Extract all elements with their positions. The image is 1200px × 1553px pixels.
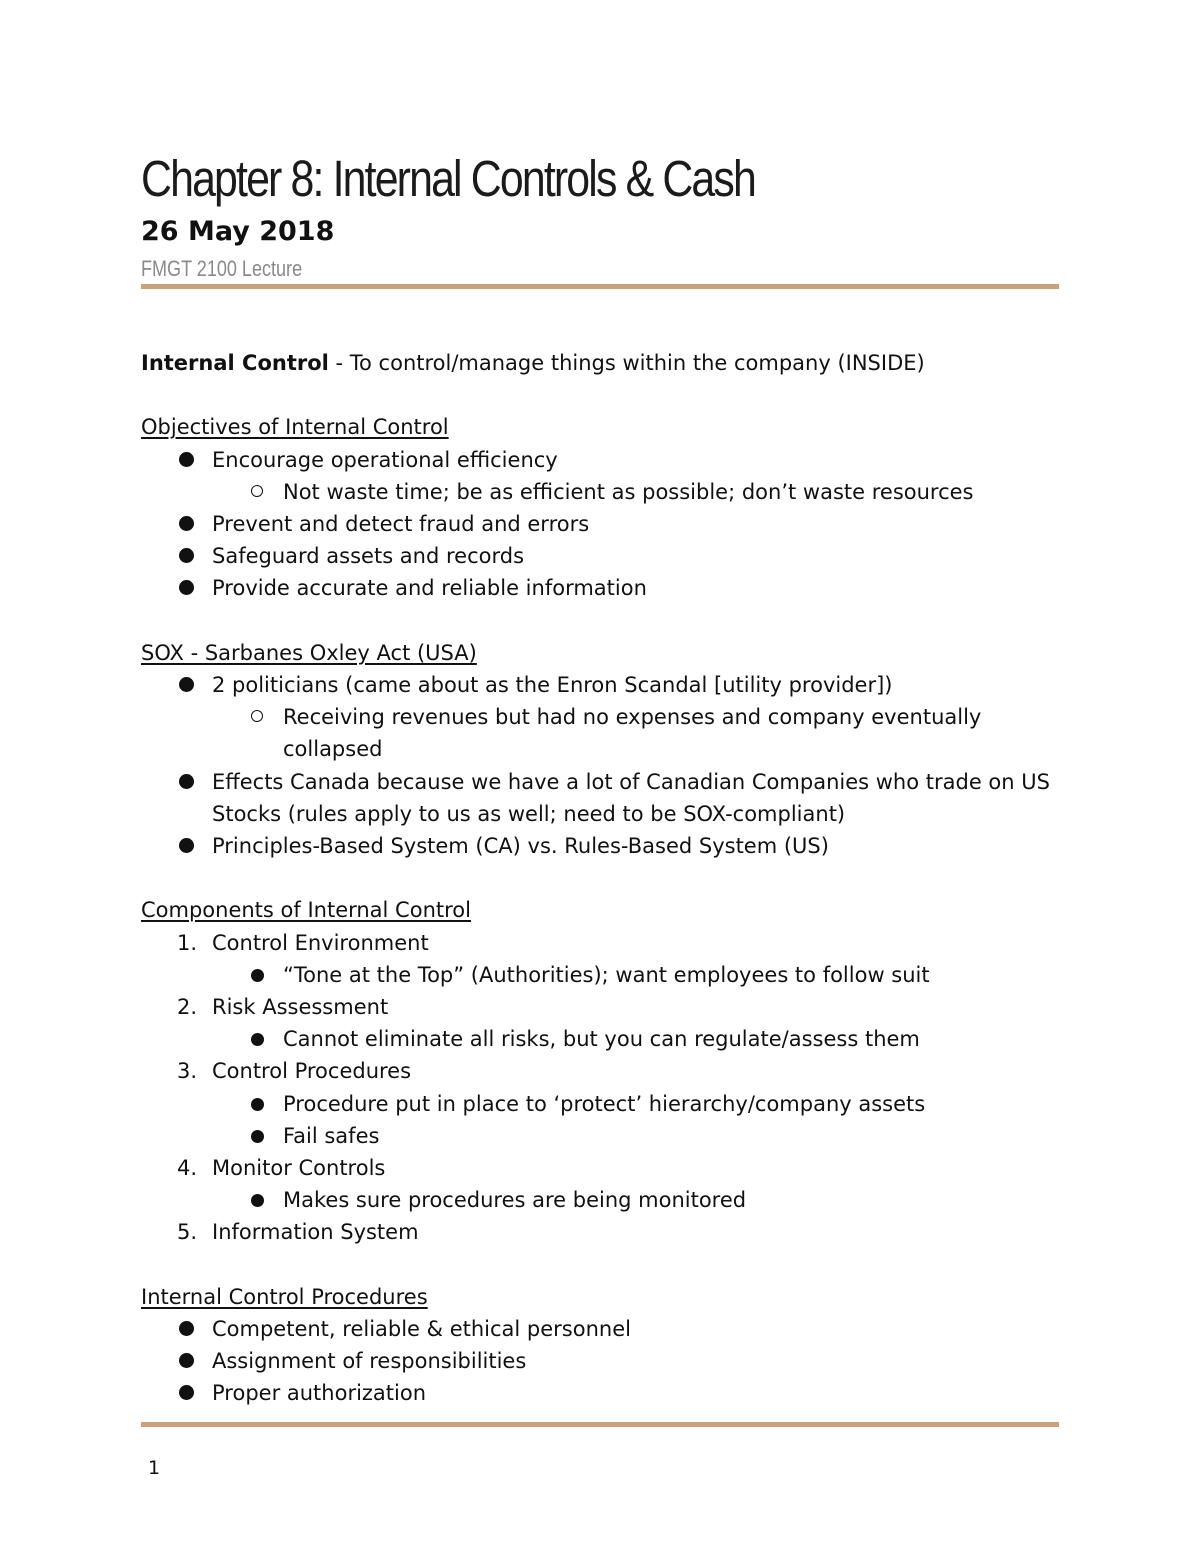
- bullet-icon: [251, 1033, 264, 1046]
- list-item: [141, 830, 1059, 862]
- sub-list-item: [141, 1088, 1059, 1120]
- sub-list-item-text: Makes sure procedures are being monitored: [283, 1188, 747, 1213]
- sub-list-item-text: Not waste time; be as efficient as possible; don’t waste resources: [283, 479, 974, 504]
- hollow-bullet-icon: [251, 710, 263, 722]
- sub-list-item: [141, 1184, 1059, 1216]
- list-item: [141, 1345, 1059, 1377]
- intro-definition: - To control/manage things within the company (INSIDE): [328, 351, 925, 375]
- bullet-icon: [179, 1321, 194, 1336]
- intro-term: Internal Control: [141, 351, 329, 375]
- list-item-text: Provide accurate and reliable information: [212, 576, 647, 601]
- sub-list-item-text: Cannot eliminate all risks, but you can regulate/assess them: [283, 1027, 920, 1052]
- list-item: [141, 1377, 1059, 1409]
- list-item-text: Principles-Based System (CA) vs. Rules-Based System (US): [212, 834, 829, 859]
- document-body: [141, 347, 1059, 1410]
- sub-list-item: [141, 701, 1073, 765]
- hollow-bullet-icon: [251, 485, 263, 497]
- spacer: [141, 379, 1059, 411]
- numbered-item-text: Monitor Controls: [212, 1156, 386, 1181]
- numbered-item: [141, 927, 1059, 959]
- list-item-text: Effects Canada because we have a lot of Canadian Companies who trade on US Stocks (rules apply to us as well; need to be SOX-compliant): [212, 769, 1050, 826]
- bullet-icon: [179, 580, 194, 595]
- list-item-text: Competent, reliable & ethical personnel: [212, 1317, 631, 1342]
- sub-list-item-text: Fail safes: [283, 1123, 380, 1148]
- numbered-item: [141, 1216, 1059, 1248]
- header-divider: [141, 284, 1059, 289]
- bullet-icon: [179, 1385, 194, 1400]
- sub-list-item: [141, 476, 1059, 508]
- list-item: [141, 540, 1059, 572]
- list-item: [141, 444, 1059, 476]
- bullet-icon: [251, 1194, 264, 1207]
- document-subtitle: FMGT 2100 Lecture: [141, 256, 303, 281]
- bullet-icon: [251, 1130, 264, 1143]
- bullet-icon: [179, 452, 194, 467]
- list-item-text: Encourage operational efficiency: [212, 447, 558, 472]
- list-item-text: 2 politicians (came about as the Enron Scandal [utility provider]): [212, 673, 893, 697]
- numbered-item-text: Information System: [212, 1220, 419, 1245]
- spacer: [141, 605, 1059, 637]
- list-item-text: Safeguard assets and records: [212, 544, 525, 569]
- item-number: 1.: [177, 930, 198, 955]
- bullet-icon: [179, 838, 194, 853]
- list-item-text: Assignment of responsibilities: [212, 1349, 527, 1374]
- list-item-text: Prevent and detect fraud and errors: [212, 512, 590, 536]
- sub-list-item-text: Procedure put in place to ‘protect’ hierarchy/company assets: [283, 1091, 926, 1116]
- intro-paragraph: [141, 347, 1059, 379]
- bullet-icon: [179, 516, 194, 531]
- list-item: [141, 669, 1059, 701]
- section-heading-objectives: Objectives of Internal Control: [141, 415, 449, 440]
- section-heading-procedures: Internal Control Procedures: [141, 1284, 428, 1309]
- list-item: [141, 766, 1112, 830]
- bullet-icon: [179, 548, 194, 563]
- sub-list-item-text: “Tone at the Top” (Authorities); want employees to follow suit: [283, 962, 930, 987]
- numbered-item: [141, 1055, 1059, 1087]
- footer-divider: [141, 1422, 1059, 1427]
- sub-list-item: [141, 1120, 1059, 1152]
- item-number: 4.: [177, 1156, 198, 1181]
- page-number: 1: [148, 1457, 161, 1479]
- bullet-icon: [251, 1098, 264, 1111]
- numbered-item-text: Risk Assessment: [212, 995, 389, 1020]
- section-heading-sox: SOX - Sarbanes Oxley Act (USA): [141, 640, 477, 665]
- list-item: [141, 508, 1059, 540]
- sub-list-item: [141, 1023, 1059, 1055]
- document-title: Chapter 8: Internal Controls & Cash: [141, 150, 755, 207]
- sub-list-item: [141, 959, 1059, 991]
- list-item: [141, 572, 1059, 604]
- item-number: 5.: [177, 1220, 198, 1245]
- list-item-text: Proper authorization: [212, 1381, 427, 1406]
- numbered-item-text: Control Environment: [212, 930, 429, 955]
- bullet-icon: [179, 1353, 194, 1368]
- section-heading-components: Components of Internal Control: [141, 898, 471, 923]
- document-date: 26 May 2018: [141, 216, 335, 247]
- numbered-item: [141, 991, 1059, 1023]
- spacer: [141, 862, 1059, 894]
- list-item: [141, 1313, 1059, 1345]
- bullet-icon: [251, 969, 264, 982]
- spacer: [141, 1249, 1059, 1281]
- sub-list-item-text: Receiving revenues but had no expenses and company eventually collapsed: [283, 705, 982, 762]
- item-number: 2.: [177, 995, 198, 1020]
- item-number: 3.: [177, 1059, 198, 1084]
- bullet-icon: [179, 774, 194, 789]
- numbered-item: [141, 1152, 1059, 1184]
- bullet-icon: [179, 677, 194, 692]
- numbered-item-text: Control Procedures: [212, 1059, 412, 1084]
